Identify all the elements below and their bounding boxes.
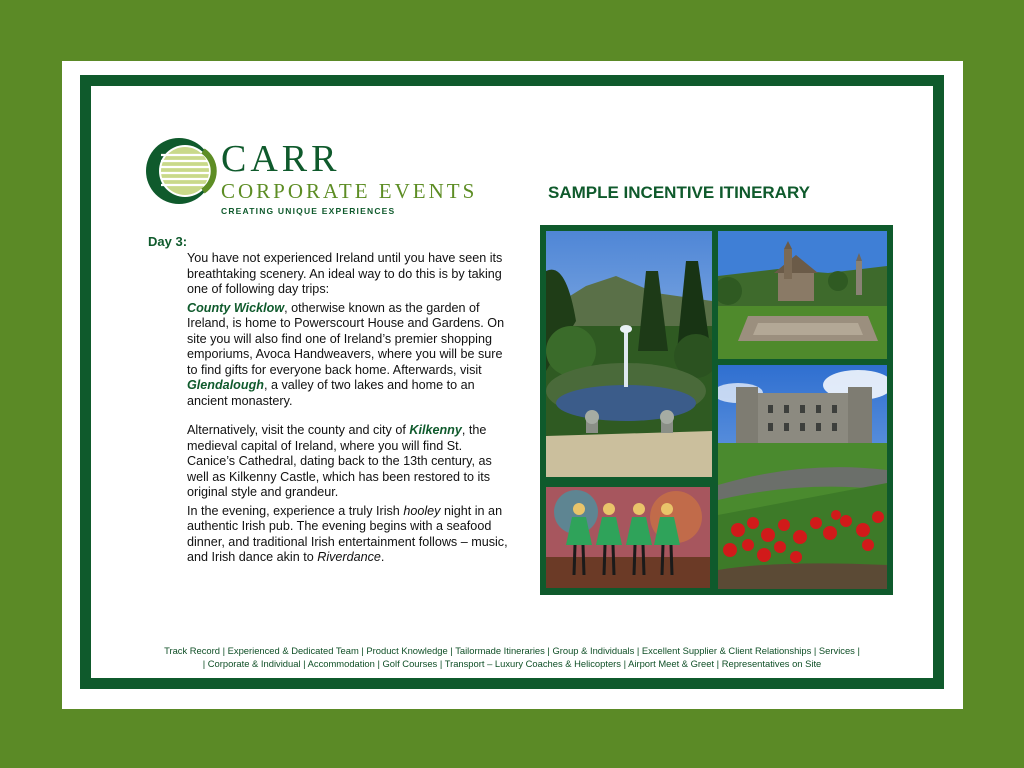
county-wicklow-label: County Wicklow xyxy=(187,300,285,315)
glendalough-label: Glendalough xyxy=(187,378,264,392)
glendalough-photo xyxy=(718,231,887,359)
footer-line-2: | Corporate & Individual | Accommodation | Golf Courses | Transport – Luxury Coaches & Helicopters | Airport Meet & Greet | Representatives on Site xyxy=(202,657,822,669)
paragraph-evening: In the evening, experience a truly Irish hooley night in an authentic Irish pub. The evening begins with a seafood dinner, and traditional Irish entertainment follows – music, and Irish dance akin to Riverdance. xyxy=(187,503,508,564)
itinerary-text xyxy=(187,251,509,569)
footer-line-1: Track Record | Experienced & Dedicated Team | Product Knowledge | Tailormade Itineraries | Group & Individuals | Excellent Supplier & Client Relationships | Services | xyxy=(164,645,860,656)
paragraph-kilkenny: Alternatively, visit the county and city of Kilkenny, the medieval capital of Ireland, where you will find St. Canice’s Cathedral, dating back to the 13th century, as well as Kilkenny Castle, which has been restored to its original style and grandeur. xyxy=(187,423,492,499)
hooley-label: hooley xyxy=(403,503,441,518)
logo-subtitle: CORPORATE EVENTS xyxy=(221,179,478,203)
page-title: SAMPLE INCENTIVE ITINERARY xyxy=(548,183,810,202)
photo-collage xyxy=(540,225,893,595)
carr-swirl-icon xyxy=(143,137,219,207)
paragraph-intro: You have not experienced Ireland until you have seen its breathtaking scenery. An ideal way to do this is by taking one of following day trips: xyxy=(187,251,503,296)
paragraph-wicklow: County Wicklow, otherwise known as the garden of Ireland, is home to Powerscourt House and Gardens. On site you will also find one of Ireland’s premier shopping emporiums, Avoca Handweavers, where you will be sure to find gifts for everyone back home. Afterwards, visit Glendalough, a valley of two lakes and home to an ancient monastery. xyxy=(187,300,505,408)
riverdance-label: Riverdance xyxy=(317,550,381,564)
irish-dancers-photo xyxy=(546,487,710,588)
powerscourt-gardens-photo xyxy=(546,231,712,477)
day-heading: Day 3: xyxy=(148,234,188,249)
logo-tagline: CREATING UNIQUE EXPERIENCES xyxy=(221,206,396,216)
footer-services xyxy=(100,645,924,670)
kilkenny-label: Kilkenny xyxy=(409,423,462,437)
logo-name: CARR xyxy=(221,138,341,180)
carr-logo xyxy=(143,137,483,219)
kilkenny-castle-photo xyxy=(718,365,887,589)
